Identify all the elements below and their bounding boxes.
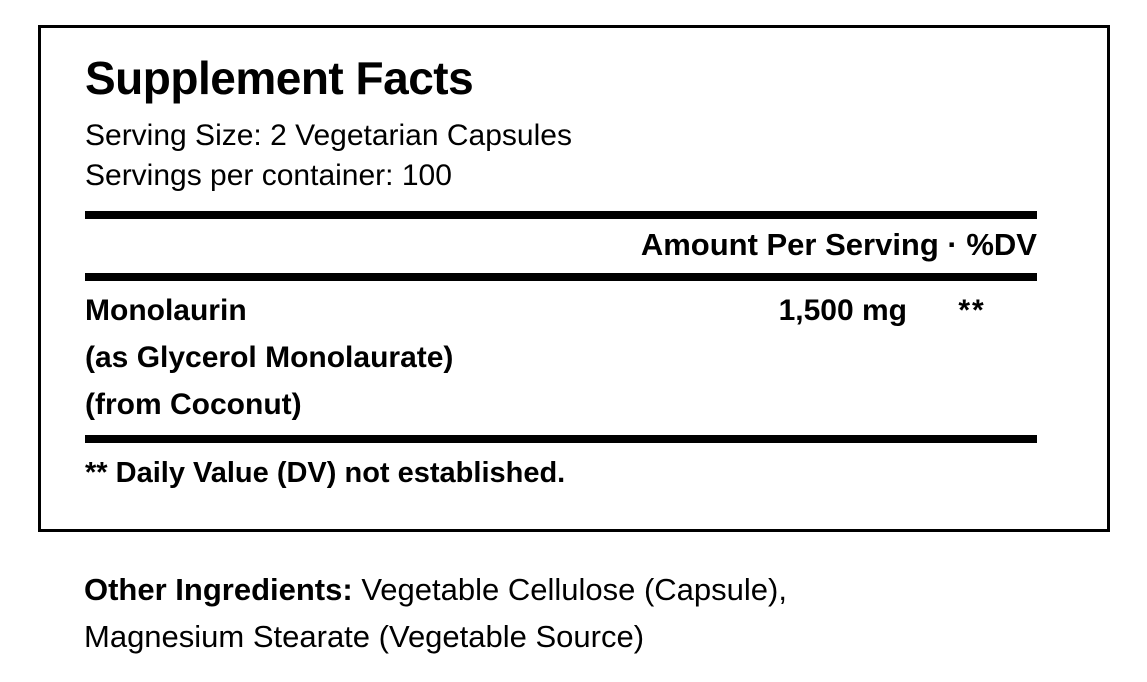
ingredient-amount: 1,500 mg bbox=[778, 294, 907, 328]
dv-footnote: ** Daily Value (DV) not established. bbox=[85, 457, 566, 490]
ingredient-name-line: (from Coconut) bbox=[85, 388, 302, 422]
ingredient-row bbox=[85, 287, 1037, 428]
serving-size-line: Serving Size: 2 Vegetarian Capsules bbox=[85, 119, 572, 153]
amount-per-serving-header: Amount Per Serving · %DV bbox=[640, 227, 1037, 263]
ingredient-name-line: (as Glycerol Monolaurate) bbox=[85, 341, 454, 375]
thick-rule-top bbox=[85, 211, 1037, 219]
panel-title: Supplement Facts bbox=[85, 52, 474, 104]
supplement-facts-panel bbox=[38, 25, 1110, 532]
ingredient-name bbox=[85, 287, 779, 428]
ingredient-dv-value: ** bbox=[958, 294, 986, 328]
serving-info bbox=[85, 116, 1037, 196]
other-ingredients-line1: Vegetable Cellulose (Capsule), bbox=[352, 572, 787, 607]
ingredient-name-line: Monolaurin bbox=[85, 294, 247, 328]
other-ingredients-label: Other Ingredients: bbox=[84, 572, 353, 607]
thick-rule-bottom bbox=[85, 435, 1037, 443]
thick-rule-middle bbox=[85, 273, 1037, 281]
servings-per-container-line: Servings per container: 100 bbox=[85, 159, 452, 193]
other-ingredients-section bbox=[84, 566, 1104, 660]
other-ingredients-line2: Magnesium Stearate (Vegetable Source) bbox=[84, 619, 645, 654]
